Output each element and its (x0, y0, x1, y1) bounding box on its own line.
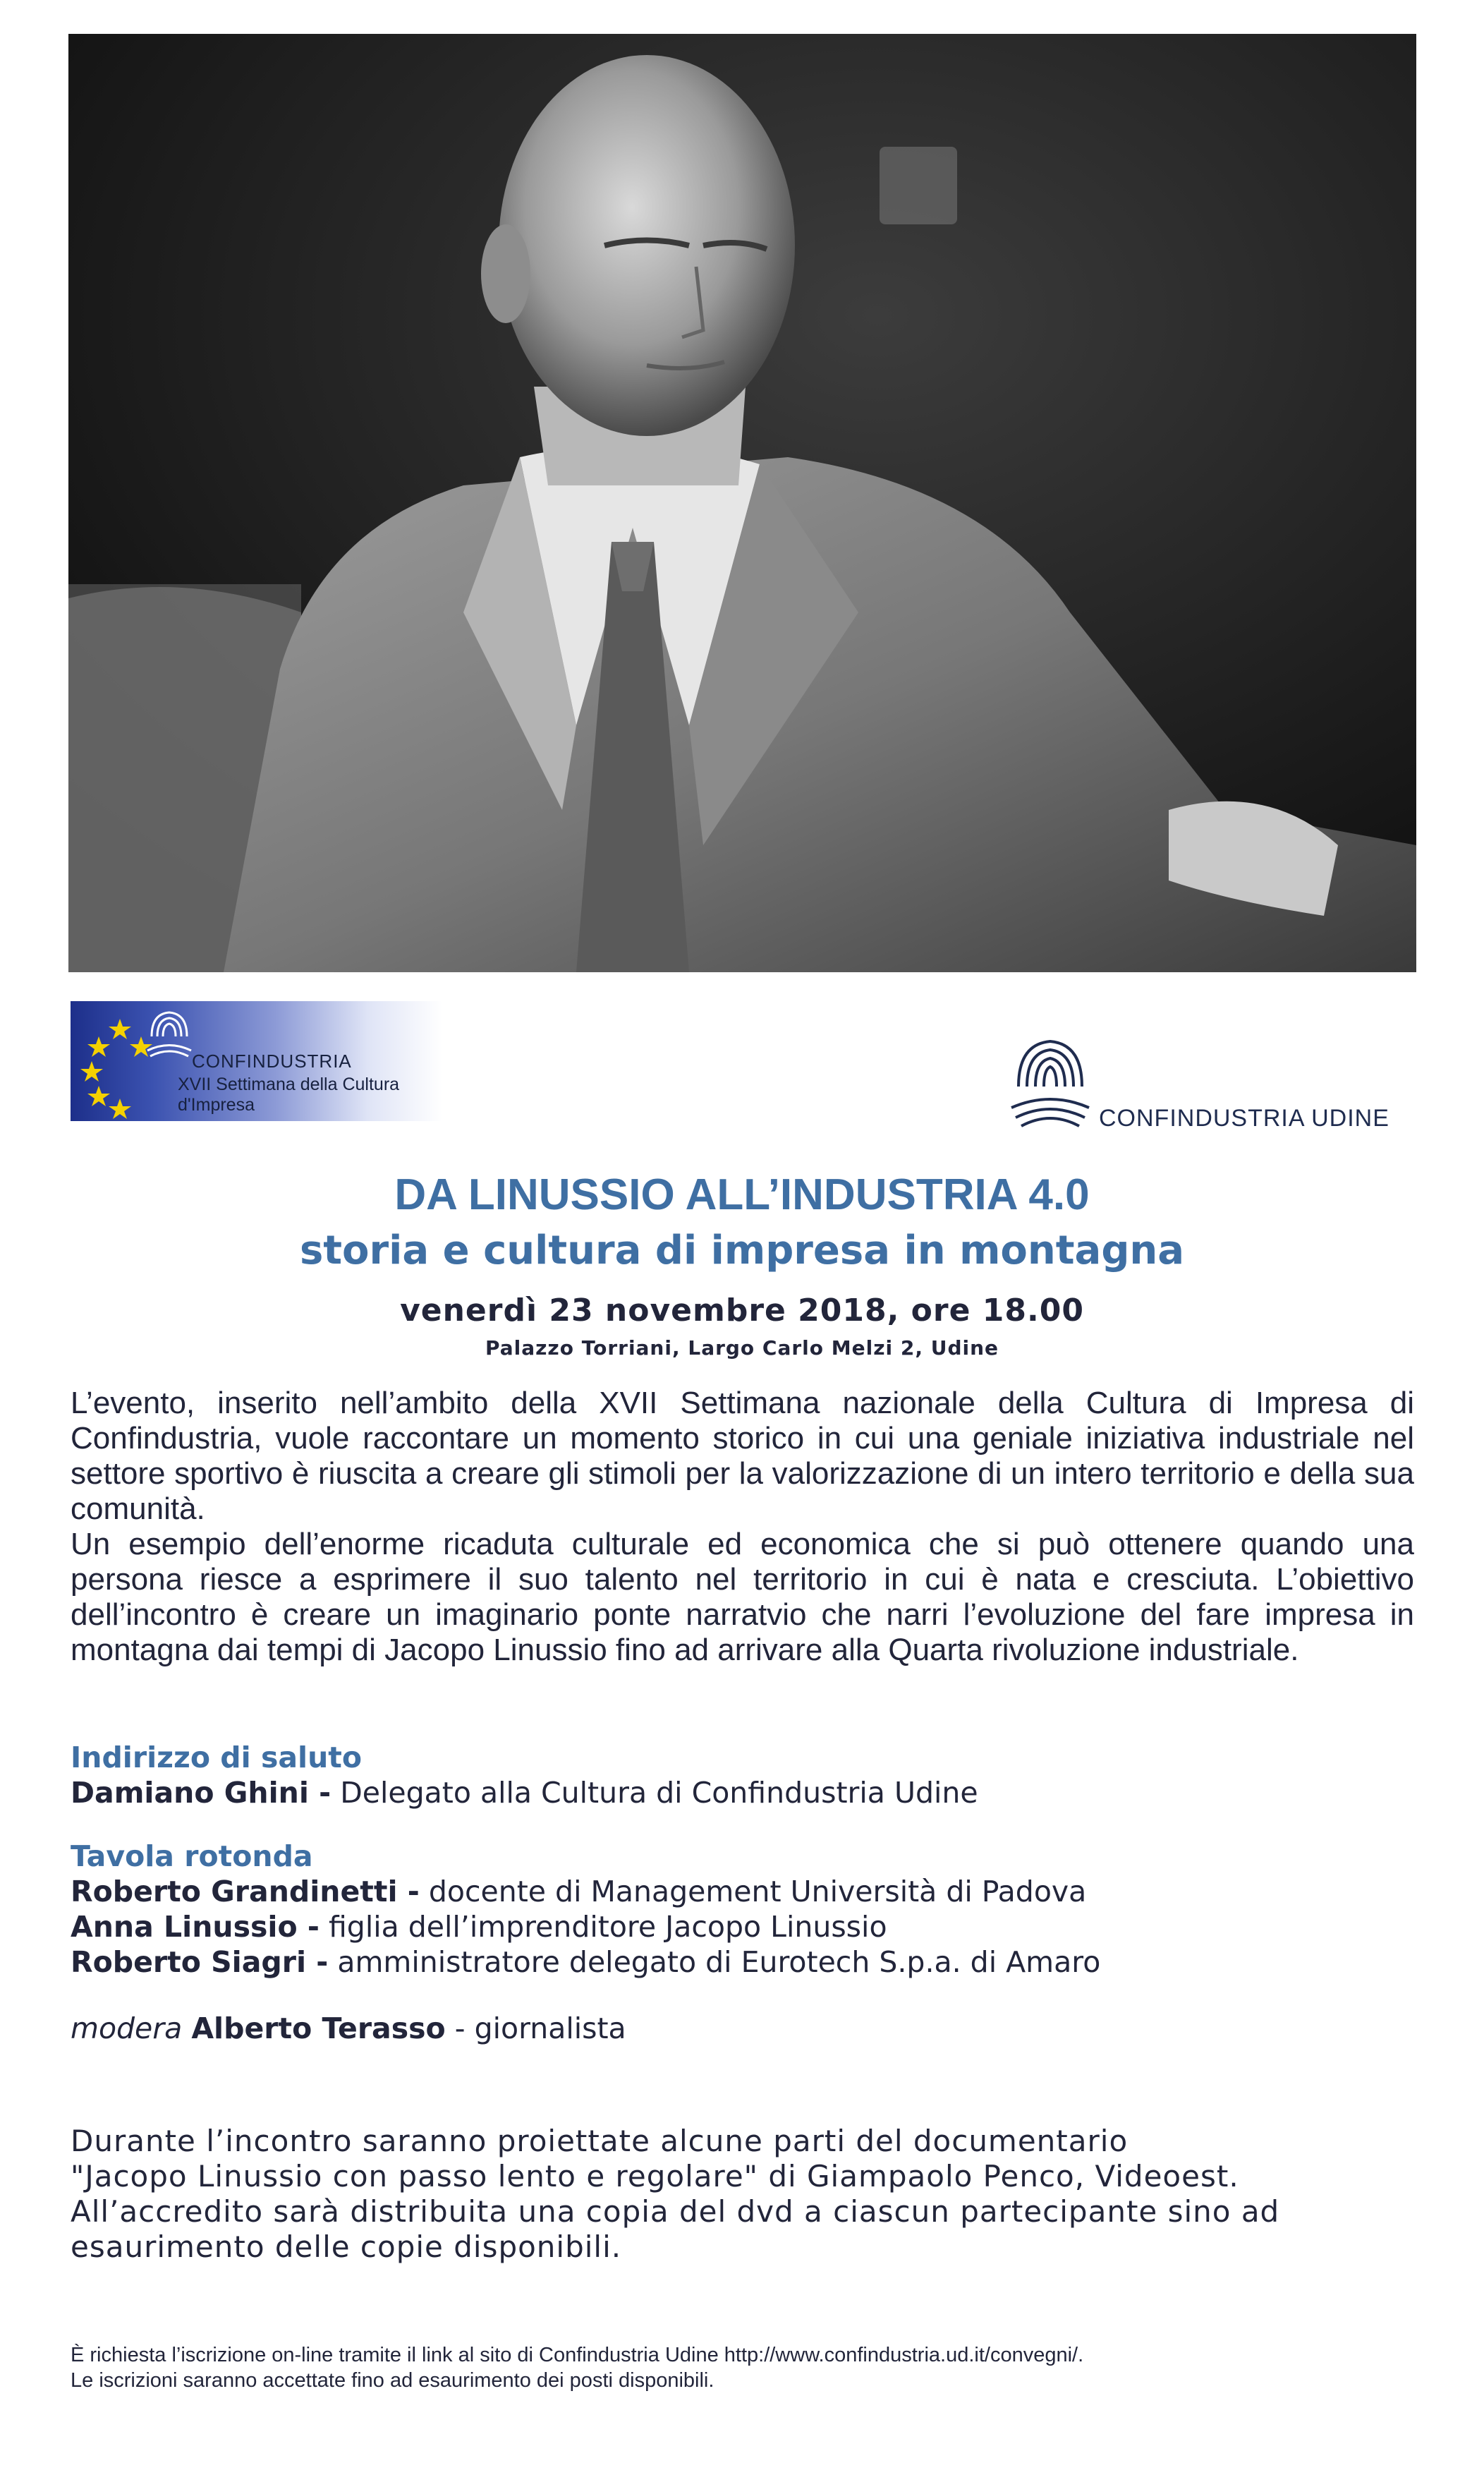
description-paragraph-2: Un esempio dell’enorme ricaduta culturale ed economica che si può ottenere quando una persona riesce a esprimere il suo talento nel territorio in cui è nata e cresciuta. L’obiettivo dell’incontro è creare un imaginario ponte narratvio che narri l’evoluzione del fare impresa in montagna dai tempi di Jacopo Linussio fino ad arrivare alla Quarta rivoluzione industriale. (71, 1527, 1414, 1667)
footer-line-1: È richiesta l’iscrizione on-line tramite il link al sito di Confindustria Udine http://www.confindustria.ud.it/convegni/. (71, 2344, 1084, 2366)
portrait-photo (68, 34, 1416, 972)
speaker-role: Delegato alla Cultura di Confindustria Udine (331, 1776, 978, 1810)
speaker-name: Damiano Ghini - (71, 1776, 332, 1810)
note-line: Durante l’incontro saranno proiettate alcune parti del documentario (71, 2124, 1129, 2158)
confindustria-udine-logo (1009, 1037, 1432, 1136)
roundtable-speaker (71, 1944, 1100, 1980)
speaker-role: amministratore delegato di Eurotech S.p.a. di Amaro (328, 1945, 1101, 1979)
logo-left-line2: XVII Settimana della Cultura d'Impresa (178, 1075, 400, 1115)
greeting-heading: Indirizzo di saluto (71, 1741, 363, 1774)
logo-left-line1: CONFINDUSTRIA (192, 1051, 352, 1072)
eagle-icon (145, 1008, 194, 1059)
portrait-illustration (68, 34, 1416, 972)
speaker-role: docente di Management Università di Padova (419, 1875, 1087, 1908)
moderator-line (71, 2011, 626, 2046)
roundtable-heading: Tavola rotonda (71, 1839, 313, 1873)
moderator-prefix: modera (71, 2011, 183, 2045)
moderator-name: Alberto Terasso (191, 2011, 446, 2045)
documentary-note (71, 2124, 1411, 2265)
moderator-role: - giornalista (445, 2011, 626, 2045)
greeting-speaker (71, 1775, 978, 1810)
eagle-icon (1009, 1037, 1092, 1127)
note-line: "Jacopo Linussio con passo lento e regolare" di Giampaolo Penco, Videoest. (71, 2159, 1239, 2193)
note-line: esaurimento delle copie disponibili. (71, 2229, 622, 2264)
registration-footer (71, 2342, 1411, 2393)
description-paragraph-1: L’evento, inserito nell’ambito della XVII Settimana nazionale della Cultura di Impresa di Confindustria, vuole raccontare un momento storico in cui una geniale iniziativa industriale nel settore sportivo è riuscita a creare gli stimoli per la valorizzazione di un intero territorio e della sua comunità. (71, 1386, 1414, 1526)
event-date: venerdì 23 novembre 2018, ore 18.00 (400, 1293, 1084, 1329)
speaker-name: Roberto Grandinetti - (71, 1875, 420, 1908)
footer-line-2: Le iscrizioni saranno accettate fino ad esaurimento dei posti disponibili. (71, 2369, 714, 2392)
greeting-section (71, 1740, 978, 1810)
confindustria-settimana-logo (71, 1001, 442, 1121)
event-description (71, 1386, 1414, 1668)
speaker-role: figlia dell’imprenditore Jacopo Linussio (319, 1910, 887, 1944)
roundtable-speaker (71, 1874, 1100, 1909)
roundtable-section (71, 1839, 1100, 1980)
event-place: Palazzo Torriani, Largo Carlo Melzi 2, Udine (485, 1336, 999, 1360)
roundtable-speaker (71, 1909, 1100, 1944)
event-subtitle: storia e cultura di impresa in montagna (299, 1228, 1185, 1273)
speaker-name: Roberto Siagri - (71, 1945, 329, 1979)
event-title: DA LINUSSIO ALL’INDUSTRIA 4.0 (394, 1170, 1090, 1219)
note-line: All’accredito sarà distribuita una copia del dvd a ciascun partecipante sino ad (71, 2194, 1280, 2229)
logo-right-text: CONFINDUSTRIA UDINE (1099, 1105, 1389, 1132)
speaker-name: Anna Linussio - (71, 1910, 320, 1944)
